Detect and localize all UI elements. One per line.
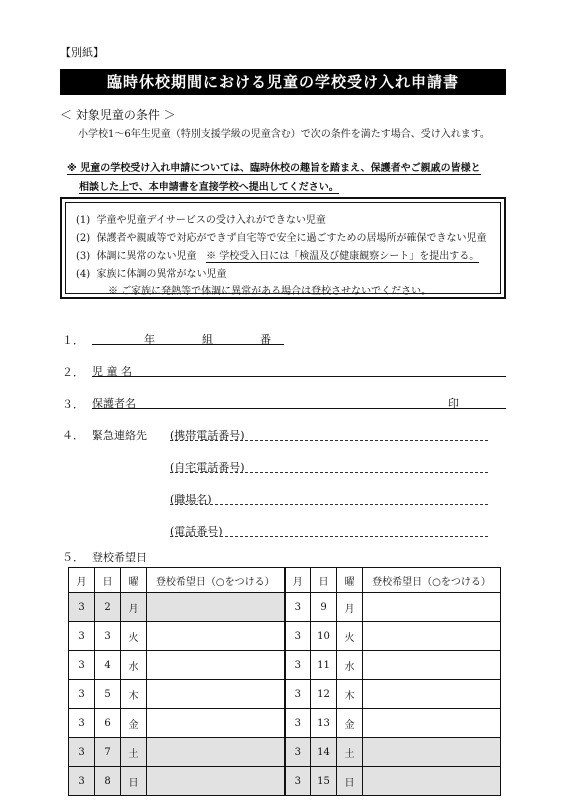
- attend-cell[interactable]: [147, 767, 285, 796]
- attendance-table: [68, 567, 501, 796]
- seal-mark: 印: [448, 397, 459, 410]
- condition-3: (3) 体調に異常のない児童 ※ 学校受入日には「検温及び健康観察シート」を提出する。: [76, 251, 480, 262]
- field-3-number: ３．: [62, 398, 84, 411]
- attend-cell[interactable]: [147, 738, 285, 767]
- col-day: 日: [95, 568, 121, 593]
- conditions-note: ※ ご家族に発熱等で体調に異常がある場合は登校させないでください。: [108, 286, 432, 297]
- table-row: 3 8 日 3 15 日: [69, 767, 501, 796]
- conditions-heading: ＜ 対象児童の条件 ＞: [60, 108, 176, 122]
- attend-cell[interactable]: [363, 738, 501, 767]
- guardian-name-field[interactable]: 保護者名 印: [92, 395, 506, 409]
- page-title: 臨時休校期間における児童の学校受け入れ申請書: [60, 69, 506, 95]
- attend-cell[interactable]: [363, 767, 501, 796]
- attend-cell[interactable]: [363, 651, 501, 680]
- table-row: 3 3 火 3 10 火: [69, 622, 501, 651]
- table-row: 3 4 水 3 11 水: [69, 651, 501, 680]
- attend-cell[interactable]: [363, 622, 501, 651]
- col-day: 日: [311, 568, 337, 593]
- home-phone-field[interactable]: (自宅電話番号): [170, 459, 488, 473]
- attend-cell[interactable]: [363, 709, 501, 738]
- mobile-phone-field[interactable]: (携帯電話番号): [170, 427, 488, 441]
- table-row: 3 6 金 3 13 金: [69, 709, 501, 738]
- col-month: 月: [285, 568, 311, 593]
- field-2-number: ２．: [62, 366, 84, 379]
- notice-line-2: 相談した上で、本申請書を直接学校へ提出してください。: [79, 182, 339, 193]
- conditions-box: [60, 197, 506, 299]
- attend-cell[interactable]: [147, 593, 285, 622]
- attend-cell[interactable]: [363, 680, 501, 709]
- table-row: 3 5 木 3 12 木: [69, 680, 501, 709]
- field-5-number: ５．: [62, 551, 84, 564]
- table-row: 3 7 土 3 14 土: [69, 738, 501, 767]
- work-phone-field[interactable]: (電話番号): [170, 523, 488, 537]
- table-header-row: [69, 568, 501, 593]
- attend-cell[interactable]: [147, 680, 285, 709]
- col-weekday: 曜: [337, 568, 363, 593]
- desired-dates-label: 登校希望日: [92, 551, 147, 564]
- condition-1: (1) 学童や児童デイサービスの受け入れができない児童: [76, 215, 326, 226]
- col-attend: 登校希望日（○をつける）: [363, 568, 501, 593]
- table-row: 3 2 月 3 9 月: [69, 593, 501, 622]
- col-month: 月: [69, 568, 95, 593]
- field-1-number: １．: [62, 334, 84, 347]
- conditions-intro: 小学校1～6年生児童（特別支援学級の児童含む）で次の条件を満たす場合、受け入れます。: [78, 129, 490, 140]
- attend-cell[interactable]: [147, 622, 285, 651]
- grade-class-field[interactable]: 年 組 番: [92, 331, 284, 345]
- condition-2: (2) 保護者や親戚等で対応ができず自宅等で安全に過ごすための居場所が確保できない児童: [76, 233, 487, 244]
- col-weekday: 曜: [121, 568, 147, 593]
- attend-cell[interactable]: [363, 593, 501, 622]
- field-4-number: ４．: [62, 429, 84, 442]
- attend-cell[interactable]: [147, 709, 285, 738]
- notice-line-1: ※ 児童の学校受け入れ申請については、臨時休校の趣旨を踏まえ、保護者やご親戚の皆様と: [67, 163, 481, 174]
- workplace-field[interactable]: (職場名): [170, 491, 488, 505]
- col-attend: 登校希望日（○をつける）: [147, 568, 285, 593]
- child-name-field[interactable]: 児 童 名: [92, 363, 506, 377]
- attachment-label: 【別紙】: [60, 46, 104, 59]
- emergency-contact-label: 緊急連絡先: [92, 429, 147, 442]
- attend-cell[interactable]: [147, 651, 285, 680]
- condition-4: (4) 家族に体調の異常がない児童: [76, 269, 227, 280]
